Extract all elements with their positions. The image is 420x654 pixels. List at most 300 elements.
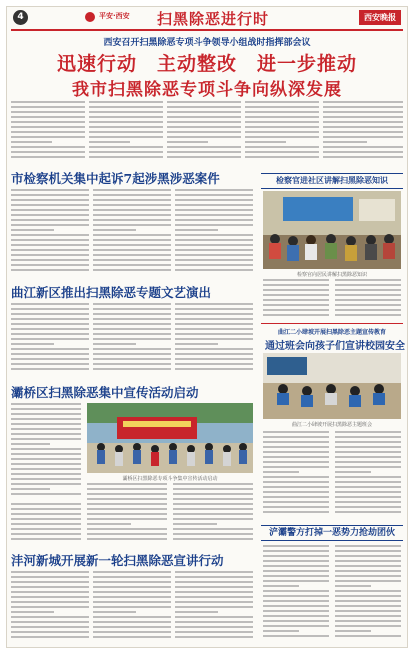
text-line xyxy=(11,453,81,455)
text-line xyxy=(11,121,85,123)
text-line xyxy=(175,333,253,335)
text-line xyxy=(93,259,171,261)
text-line xyxy=(263,491,329,493)
text-line xyxy=(335,279,401,281)
text-line xyxy=(93,249,171,251)
text-line xyxy=(263,605,329,607)
text-line xyxy=(175,214,253,216)
lead-body-col-1 xyxy=(11,101,85,161)
text-line xyxy=(173,538,253,540)
text-line xyxy=(263,635,329,637)
text-line xyxy=(175,318,253,320)
text-line xyxy=(263,501,329,503)
text-line xyxy=(245,126,319,128)
text-line xyxy=(263,289,329,291)
text-line xyxy=(11,269,89,271)
text-line xyxy=(263,565,329,567)
text-line xyxy=(11,229,54,231)
text-line xyxy=(245,151,319,153)
text-line xyxy=(263,570,329,572)
text-line xyxy=(93,631,171,633)
text-line xyxy=(175,621,253,623)
text-line xyxy=(87,513,167,515)
text-line xyxy=(263,600,329,602)
text-line xyxy=(11,224,89,226)
text-line xyxy=(335,456,401,458)
text-line xyxy=(11,538,81,540)
text-line xyxy=(93,636,171,638)
qujiang-body-col-3 xyxy=(175,303,253,375)
school-body-col-1 xyxy=(263,431,329,519)
text-line xyxy=(89,116,163,118)
text-line xyxy=(87,483,167,485)
text-line xyxy=(11,493,81,495)
text-line xyxy=(11,353,89,355)
text-line xyxy=(335,309,401,311)
text-line xyxy=(175,323,253,325)
text-line xyxy=(263,610,329,612)
text-line xyxy=(175,219,253,221)
text-line xyxy=(11,463,81,465)
text-line xyxy=(167,141,208,143)
text-line xyxy=(263,431,329,433)
text-line xyxy=(11,254,89,256)
text-line xyxy=(11,141,52,143)
text-line xyxy=(263,284,329,286)
text-line xyxy=(175,363,253,365)
text-line xyxy=(11,611,54,613)
text-line xyxy=(263,279,329,281)
text-line xyxy=(335,585,371,587)
text-line xyxy=(335,294,401,296)
paper-mark: 平安·西安 xyxy=(99,12,130,20)
text-line xyxy=(11,488,50,490)
fenghe-body-col-3 xyxy=(175,571,253,643)
text-line xyxy=(335,600,401,602)
text-line xyxy=(93,204,171,206)
text-line xyxy=(11,101,85,103)
text-line xyxy=(11,576,89,578)
text-line xyxy=(245,121,319,123)
text-line xyxy=(11,473,81,475)
text-line xyxy=(11,626,89,628)
text-line xyxy=(335,436,401,438)
text-line xyxy=(89,141,130,143)
text-line xyxy=(93,616,171,618)
text-line xyxy=(11,413,81,415)
text-line xyxy=(175,368,253,370)
text-line xyxy=(335,590,401,592)
text-line xyxy=(263,461,329,463)
text-line xyxy=(93,586,171,588)
text-line xyxy=(335,630,371,632)
text-line xyxy=(335,496,401,498)
text-line xyxy=(335,304,401,306)
text-line xyxy=(93,189,171,191)
text-line xyxy=(263,496,329,498)
text-line xyxy=(93,313,171,315)
text-line xyxy=(89,121,163,123)
text-line xyxy=(11,636,89,638)
text-line xyxy=(245,111,319,113)
text-line xyxy=(263,545,329,547)
story-headline-community: 检察官进社区讲解扫黑除恶知识 xyxy=(261,173,403,189)
text-line xyxy=(11,264,89,266)
qujiang-body-col-2 xyxy=(93,303,171,375)
text-line xyxy=(93,348,171,350)
text-line xyxy=(263,615,329,617)
text-line xyxy=(263,436,329,438)
text-line xyxy=(93,606,171,608)
text-line xyxy=(175,581,253,583)
text-line xyxy=(11,368,89,370)
baqiao-photo xyxy=(87,403,253,473)
text-line xyxy=(11,338,89,340)
text-line xyxy=(175,259,253,261)
text-line xyxy=(175,264,253,266)
text-line xyxy=(87,493,167,495)
text-line xyxy=(245,106,319,108)
text-line xyxy=(93,308,171,310)
text-line xyxy=(93,229,136,231)
text-line xyxy=(93,303,171,305)
text-line xyxy=(323,131,403,133)
text-line xyxy=(335,610,401,612)
text-line xyxy=(323,111,403,113)
text-line xyxy=(93,219,171,221)
text-line xyxy=(11,194,89,196)
text-line xyxy=(175,591,253,593)
text-line xyxy=(173,493,253,495)
text-line xyxy=(93,318,171,320)
newspaper-page xyxy=(6,6,408,648)
text-line xyxy=(335,299,401,301)
text-line xyxy=(93,363,171,365)
text-line xyxy=(335,451,401,453)
text-line xyxy=(335,570,401,572)
text-line xyxy=(335,545,401,547)
text-line xyxy=(11,111,85,113)
text-line xyxy=(323,156,403,158)
text-line xyxy=(335,565,401,567)
text-line xyxy=(263,550,329,552)
text-line xyxy=(335,446,401,448)
community-photo-caption: 检察官向居民讲解扫黑除恶知识 xyxy=(296,272,367,278)
section-title: 扫黑除恶进行时 xyxy=(157,10,270,28)
text-line xyxy=(11,433,81,435)
text-line xyxy=(93,239,171,241)
text-line xyxy=(263,476,329,478)
text-line xyxy=(175,338,253,340)
text-line xyxy=(11,423,81,425)
text-line xyxy=(263,555,329,557)
text-line xyxy=(263,446,329,448)
text-line xyxy=(93,328,171,330)
text-line xyxy=(335,555,401,557)
baqiao-photo-caption: 灞桥区扫黑除恶专项斗争集中宣传活动启动 xyxy=(122,476,218,482)
fenghe-body-col-1 xyxy=(11,571,89,643)
text-line xyxy=(93,269,171,271)
text-line xyxy=(335,620,401,622)
baqiao-photo-image xyxy=(87,403,253,473)
school-photo-image xyxy=(263,353,401,419)
text-line xyxy=(89,111,163,113)
story-headline-qujiang: 曲江新区推出扫黑除恶专题文艺演出 xyxy=(11,285,212,300)
text-line xyxy=(263,304,329,306)
text-line xyxy=(11,438,81,440)
text-line xyxy=(175,348,253,350)
story-headline-school: 通过班会向孩子们宣讲校园安全 xyxy=(265,341,405,352)
text-line xyxy=(175,353,253,355)
text-line xyxy=(11,483,81,485)
text-line xyxy=(11,308,89,310)
text-line xyxy=(173,503,253,505)
text-line xyxy=(11,328,89,330)
text-line xyxy=(93,209,171,211)
text-line xyxy=(335,615,401,617)
text-line xyxy=(245,131,319,133)
text-line xyxy=(11,249,89,251)
text-line xyxy=(93,333,171,335)
text-line xyxy=(11,571,89,573)
baqiao-body-col-1 xyxy=(11,403,81,499)
text-line xyxy=(175,586,253,588)
text-line xyxy=(93,343,136,345)
text-line xyxy=(263,451,329,453)
text-line xyxy=(11,343,54,345)
text-line xyxy=(167,121,241,123)
text-line xyxy=(245,136,319,138)
text-line xyxy=(335,560,401,562)
text-line xyxy=(11,468,81,470)
text-line xyxy=(175,269,253,271)
community-body-col-1 xyxy=(263,279,329,319)
text-line xyxy=(87,533,167,535)
text-line xyxy=(173,518,253,520)
text-line xyxy=(11,581,89,583)
text-line xyxy=(335,501,401,503)
text-line xyxy=(11,518,81,520)
story-headline-procuratorate: 市检察机关集中起诉7起涉黑涉恶案件 xyxy=(11,171,220,186)
text-line xyxy=(335,441,401,443)
text-line xyxy=(175,616,253,618)
text-line xyxy=(167,101,241,103)
text-line xyxy=(87,528,167,530)
text-line xyxy=(167,136,241,138)
text-line xyxy=(11,448,81,450)
text-line xyxy=(335,511,401,513)
text-line xyxy=(93,234,171,236)
text-line xyxy=(335,284,401,286)
text-line xyxy=(93,626,171,628)
text-line xyxy=(263,580,329,582)
text-line xyxy=(87,523,131,525)
text-line xyxy=(173,528,253,530)
text-line xyxy=(11,204,89,206)
text-line xyxy=(11,303,89,305)
text-line xyxy=(323,136,403,138)
text-line xyxy=(89,126,163,128)
text-line xyxy=(175,199,253,201)
text-line xyxy=(11,528,81,530)
school-photo-caption: 曲江二小肆坡开展扫黑除恶主题班会 xyxy=(291,422,372,428)
text-line xyxy=(175,239,253,241)
text-line xyxy=(245,101,319,103)
text-line xyxy=(93,596,171,598)
text-line xyxy=(11,214,89,216)
community-body-col-2 xyxy=(335,279,401,319)
text-line xyxy=(11,363,89,365)
text-line xyxy=(245,146,319,148)
masthead-logo: 西安晚报 xyxy=(359,10,401,25)
text-line xyxy=(167,111,241,113)
text-line xyxy=(335,491,401,493)
text-line xyxy=(323,116,403,118)
text-line xyxy=(335,605,401,607)
text-line xyxy=(11,621,89,623)
text-line xyxy=(335,471,371,473)
text-line xyxy=(245,141,286,143)
text-line xyxy=(11,126,85,128)
text-line xyxy=(173,508,253,510)
text-line xyxy=(167,116,241,118)
school-kicker: 曲江二小肆坡开展扫黑除恶主题宣传教育 xyxy=(277,329,386,336)
text-line xyxy=(11,591,89,593)
text-line xyxy=(263,506,329,508)
text-line xyxy=(93,591,171,593)
text-line xyxy=(89,156,163,158)
text-line xyxy=(11,323,89,325)
text-line xyxy=(175,571,253,573)
text-line xyxy=(175,204,253,206)
text-line xyxy=(11,418,81,420)
page-number: 4 xyxy=(13,10,28,25)
text-line xyxy=(335,461,401,463)
text-line xyxy=(335,314,401,316)
qujiang-body-col-1 xyxy=(11,303,89,375)
text-line xyxy=(173,523,217,525)
community-photo-image xyxy=(263,191,401,269)
text-line xyxy=(11,503,81,505)
lead-kicker: 西安召开扫黑除恶专项斗争领导小组战时指挥部会议 xyxy=(103,38,311,48)
text-line xyxy=(173,533,253,535)
text-line xyxy=(11,443,50,445)
text-line xyxy=(173,498,253,500)
text-line xyxy=(93,353,171,355)
school-rule xyxy=(261,323,403,324)
text-line xyxy=(263,471,299,473)
text-line xyxy=(93,368,171,370)
text-line xyxy=(87,538,167,540)
text-line xyxy=(263,590,329,592)
text-line xyxy=(11,508,81,510)
text-line xyxy=(335,550,401,552)
procuratorate-body-col-1 xyxy=(11,189,89,275)
text-line xyxy=(11,523,81,525)
text-line xyxy=(89,151,163,153)
text-line xyxy=(263,560,329,562)
text-line xyxy=(263,466,329,468)
text-line xyxy=(175,596,253,598)
text-line xyxy=(263,309,329,311)
baqiao-body-col-3 xyxy=(173,483,253,543)
text-line xyxy=(263,294,329,296)
text-line xyxy=(335,575,401,577)
text-line xyxy=(263,511,329,513)
text-line xyxy=(11,106,85,108)
lead-body-col-5 xyxy=(323,101,403,161)
text-line xyxy=(11,136,85,138)
text-line xyxy=(167,156,241,158)
text-line xyxy=(93,194,171,196)
school-photo xyxy=(263,353,401,419)
text-line xyxy=(93,323,171,325)
text-line xyxy=(335,595,401,597)
text-line xyxy=(93,581,171,583)
text-line xyxy=(167,106,241,108)
fenghe-body-col-2 xyxy=(93,571,171,643)
text-line xyxy=(263,620,329,622)
procuratorate-body-col-3 xyxy=(175,189,253,275)
text-line xyxy=(335,486,401,488)
text-line xyxy=(175,189,253,191)
text-line xyxy=(11,631,89,633)
text-line xyxy=(335,580,401,582)
text-line xyxy=(89,106,163,108)
text-line xyxy=(93,611,136,613)
text-line xyxy=(93,224,171,226)
text-line xyxy=(11,199,89,201)
text-line xyxy=(11,156,85,158)
text-line xyxy=(11,513,81,515)
text-line xyxy=(263,299,329,301)
text-line xyxy=(11,478,81,480)
text-line xyxy=(11,596,89,598)
text-line xyxy=(167,146,241,148)
text-line xyxy=(175,194,253,196)
text-line xyxy=(335,635,401,637)
text-line xyxy=(175,249,253,251)
text-line xyxy=(11,428,81,430)
text-line xyxy=(93,244,171,246)
text-line xyxy=(175,229,218,231)
text-line xyxy=(175,343,218,345)
text-line xyxy=(87,488,167,490)
text-line xyxy=(335,481,401,483)
text-line xyxy=(93,214,171,216)
text-line xyxy=(11,244,89,246)
text-line xyxy=(11,358,89,360)
text-line xyxy=(93,254,171,256)
text-line xyxy=(323,126,403,128)
lead-headline-1: 迅速行动 主动整改 进一步推动 xyxy=(56,53,357,75)
text-line xyxy=(167,131,241,133)
text-line xyxy=(87,508,167,510)
text-line xyxy=(263,575,329,577)
lead-body-col-3 xyxy=(167,101,241,161)
text-line xyxy=(11,189,89,191)
lead-body-col-4 xyxy=(245,101,319,161)
school-body-col-2 xyxy=(335,431,401,519)
text-line xyxy=(245,156,319,158)
text-line xyxy=(335,625,401,627)
text-line xyxy=(323,101,403,103)
text-line xyxy=(173,483,253,485)
story-headline-fenghe: 沣河新城开展新一轮扫黑除恶宣讲行动 xyxy=(11,553,224,568)
text-line xyxy=(335,431,401,433)
text-line xyxy=(173,513,253,515)
text-line xyxy=(263,314,329,316)
